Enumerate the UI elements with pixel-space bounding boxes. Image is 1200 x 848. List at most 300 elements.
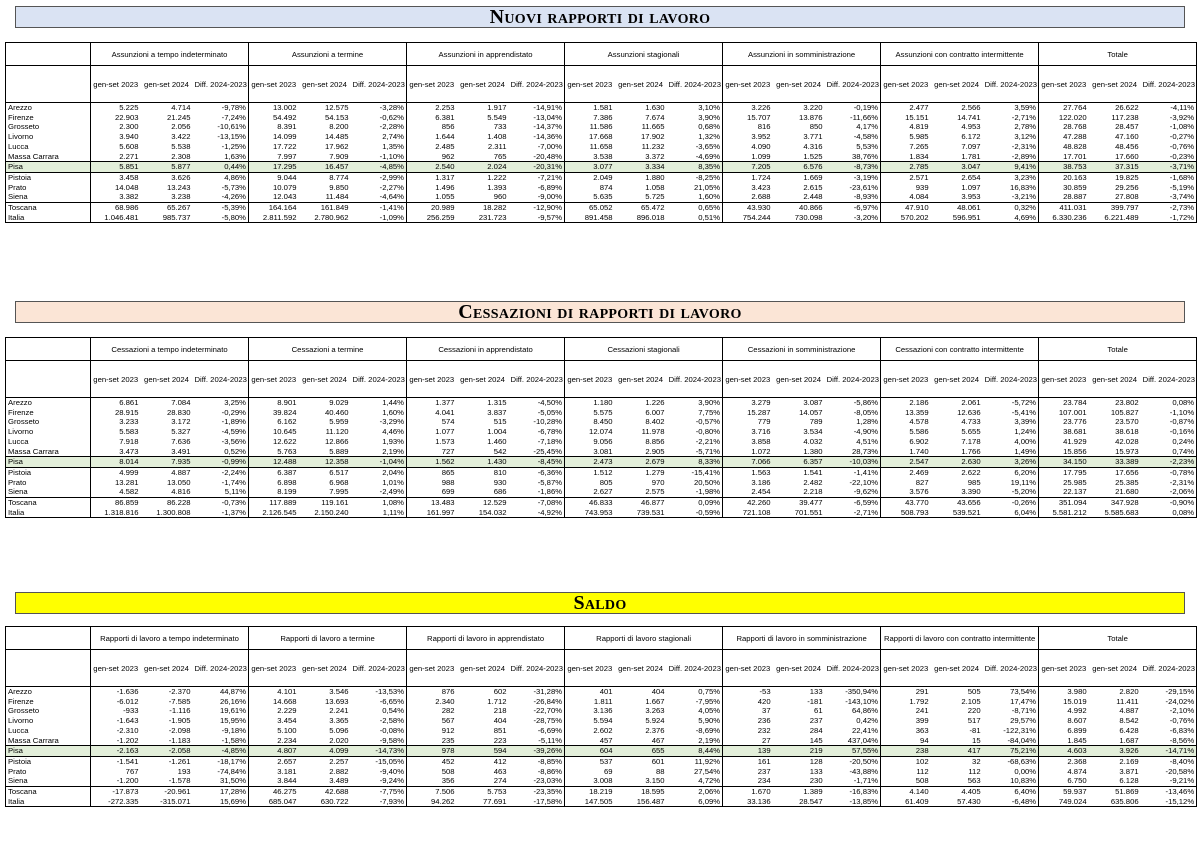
table-row bbox=[6, 213, 1197, 223]
table-cell: 14.485 bbox=[325, 132, 349, 142]
table-cell: 6.381 bbox=[407, 113, 457, 123]
row-label: Prato bbox=[6, 478, 91, 488]
table-cell: 4,86% bbox=[224, 172, 247, 182]
table-cell: 1,32% bbox=[698, 132, 721, 142]
table-cell: 4,51% bbox=[856, 436, 879, 446]
table-cell: 231.723 bbox=[457, 213, 509, 223]
table-cell: 1.318.816 bbox=[91, 508, 141, 518]
group-header: Totale bbox=[1039, 338, 1197, 361]
table-cell: 12.529 bbox=[457, 498, 509, 508]
table-cell: 5.586 bbox=[881, 427, 931, 437]
table-cell: 54.492 bbox=[249, 113, 299, 123]
table-cell: -15,12% bbox=[1141, 797, 1197, 807]
table-cell: -8,93% bbox=[853, 192, 879, 202]
table-cell: 2.657 bbox=[249, 756, 299, 766]
table-cell: 11.484 bbox=[325, 192, 349, 202]
table-cell: 2.049 bbox=[565, 172, 615, 182]
table-cell: 2.271 bbox=[91, 152, 141, 162]
table-cell: -39,26% bbox=[509, 746, 565, 757]
table-cell: -1.200 bbox=[91, 776, 141, 786]
table-cell: 25.385 bbox=[1115, 477, 1139, 487]
table-cell: 234 bbox=[723, 776, 773, 786]
table-cell: 8.450 bbox=[565, 417, 615, 427]
table-cell: 12.358 bbox=[299, 457, 351, 468]
table-cell: 4.992 bbox=[1039, 706, 1089, 716]
group-header: Cessazioni con contratto intermittente bbox=[881, 338, 1039, 361]
table-cell: 1,08% bbox=[351, 498, 407, 508]
table-cell: 6.899 bbox=[1039, 726, 1089, 736]
table-cell: 602 bbox=[493, 687, 507, 696]
table-cell: -2.058 bbox=[141, 746, 193, 757]
table-cell: -9,78% bbox=[221, 103, 247, 112]
table-cell: -5,05% bbox=[537, 407, 563, 417]
table-cell: 3.136 bbox=[565, 706, 615, 716]
table-cell: 2.056 bbox=[171, 122, 191, 132]
table-cell: 14.048 bbox=[91, 183, 141, 193]
table-cell: 18.219 bbox=[565, 787, 615, 797]
table-cell: 1.811 bbox=[565, 697, 615, 707]
table-cell: 3,59% bbox=[1014, 103, 1037, 112]
table-cell: -74,84% bbox=[217, 766, 247, 776]
table-row bbox=[6, 797, 1197, 807]
table-cell: -1,41% bbox=[351, 203, 407, 213]
table-row bbox=[6, 687, 1197, 697]
table-cell: 8.200 bbox=[329, 122, 349, 132]
table-row bbox=[6, 478, 1197, 488]
table-cell: 3,26% bbox=[983, 457, 1039, 468]
table-cell: 3.150 bbox=[645, 776, 665, 786]
row-label: Firenze bbox=[6, 697, 91, 707]
table-cell: 161.997 bbox=[407, 508, 457, 518]
table-cell: 235 bbox=[407, 736, 457, 746]
table-cell: -4,26% bbox=[221, 192, 247, 202]
table-cell: 19.825 bbox=[1115, 172, 1139, 182]
table-cell: 3.489 bbox=[329, 776, 349, 786]
table-cell: 15,95% bbox=[219, 716, 247, 726]
table-cell: 6.357 bbox=[773, 457, 825, 468]
table-cell: -1.636 bbox=[91, 687, 141, 697]
table-cell: -1.578 bbox=[168, 776, 191, 786]
column-header: gen-set 2023 bbox=[1039, 361, 1089, 398]
table-row bbox=[6, 746, 1197, 757]
table-cell: 2.477 bbox=[881, 103, 931, 113]
table-cell: 3.181 bbox=[249, 767, 299, 777]
table-cell: -4,64% bbox=[379, 192, 405, 202]
table-cell: 61.409 bbox=[881, 797, 931, 807]
table-cell: 218 bbox=[493, 706, 507, 716]
table-cell: 42.260 bbox=[723, 498, 773, 508]
table-cell: 851 bbox=[493, 725, 507, 735]
table-cell: 0,09% bbox=[667, 498, 723, 508]
table-cell: -22,70% bbox=[533, 706, 563, 716]
table-cell: 4,72% bbox=[698, 776, 721, 786]
table-cell: -28,75% bbox=[533, 716, 563, 726]
column-header: gen-set 2024 bbox=[773, 650, 825, 687]
table-cell: 17.795 bbox=[1039, 467, 1089, 477]
table-cell: 4,17% bbox=[856, 122, 879, 132]
table-cell: -933 bbox=[91, 706, 141, 716]
table-cell: 133 bbox=[809, 687, 823, 696]
table-cell: -5,72% bbox=[1011, 398, 1037, 407]
table-cell: 12.074 bbox=[565, 427, 615, 437]
column-header: gen-set 2024 bbox=[615, 361, 667, 398]
table-cell: 1,35% bbox=[382, 141, 405, 151]
table-cell: 17,28% bbox=[193, 787, 249, 797]
table-cell: 37 bbox=[723, 706, 773, 716]
table-cell: 112 bbox=[968, 766, 981, 776]
table-cell: 1.408 bbox=[487, 132, 507, 142]
table-cell: 2.566 bbox=[961, 103, 981, 112]
table-cell: 563 bbox=[967, 776, 981, 786]
table-cell: -8,86% bbox=[537, 766, 563, 776]
table-cell: 5.753 bbox=[457, 787, 509, 797]
table-cell: 5.585.683 bbox=[1089, 508, 1141, 518]
table-cell: 2.126.545 bbox=[249, 508, 299, 518]
table-cell: 5.924 bbox=[645, 716, 665, 726]
table-cell: 8,35% bbox=[667, 162, 723, 173]
table-cell: 939 bbox=[881, 183, 931, 193]
table-cell: 0,44% bbox=[193, 162, 249, 173]
table-cell: -2,28% bbox=[379, 122, 405, 132]
table-cell: -2,49% bbox=[379, 487, 405, 497]
table-cell: 4.090 bbox=[723, 142, 773, 152]
table-cell: 11.586 bbox=[565, 122, 615, 132]
table-cell: -2.310 bbox=[91, 726, 141, 736]
table-cell: -9,62% bbox=[853, 487, 879, 497]
table-cell: -0,08% bbox=[379, 725, 405, 735]
table-cell: 42.028 bbox=[1115, 436, 1139, 446]
table-cell: 2.630 bbox=[931, 457, 983, 468]
table-cell: 2,19% bbox=[382, 446, 405, 456]
table-cell: 7.997 bbox=[249, 152, 299, 162]
table-cell: -3,19% bbox=[853, 172, 879, 182]
column-header: Diff. 2024-2023 bbox=[509, 66, 565, 103]
table-cell: -5,19% bbox=[1141, 183, 1197, 193]
table-cell: 107.001 bbox=[1039, 408, 1089, 418]
table-cell: 5.851 bbox=[91, 162, 141, 173]
table-cell: 596.951 bbox=[931, 213, 983, 223]
table-cell: 3.220 bbox=[803, 103, 823, 112]
table-cell: 655 bbox=[615, 746, 667, 757]
table-cell: 4.041 bbox=[407, 408, 457, 418]
table-cell: 2.169 bbox=[1119, 756, 1139, 766]
table-cell: 5.096 bbox=[329, 725, 349, 735]
table-cell: 401 bbox=[565, 687, 615, 697]
table-cell: 17.902 bbox=[641, 132, 665, 142]
column-header: gen-set 2024 bbox=[931, 66, 983, 103]
table-cell: 5.725 bbox=[645, 192, 665, 202]
column-header: gen-set 2024 bbox=[299, 66, 351, 103]
table-cell: -5,20% bbox=[1011, 487, 1037, 497]
table-cell: 94 bbox=[881, 736, 931, 746]
table-cell: 8.199 bbox=[249, 487, 299, 497]
table-cell: 16.457 bbox=[299, 162, 351, 173]
table-cell: -31,28% bbox=[533, 687, 563, 696]
table-cell: 32 bbox=[972, 756, 981, 766]
table-cell: -1,68% bbox=[1141, 172, 1197, 182]
table-cell: -8,05% bbox=[853, 407, 879, 417]
table-cell: 3.422 bbox=[171, 132, 191, 142]
table-cell: 5.327 bbox=[171, 427, 191, 437]
table-cell: -8,69% bbox=[695, 725, 721, 735]
table-cell: 16,83% bbox=[1010, 182, 1037, 192]
table-cell: 749.024 bbox=[1039, 797, 1089, 807]
table-cell: 21.245 bbox=[166, 112, 191, 122]
row-label: Siena bbox=[6, 487, 91, 497]
table-cell: 284 bbox=[809, 725, 823, 735]
table-cell: 701.551 bbox=[773, 508, 825, 518]
table-cell: -4,69% bbox=[695, 151, 721, 161]
column-header: Diff. 2024-2023 bbox=[983, 66, 1039, 103]
table-cell: 3,39% bbox=[1014, 417, 1037, 427]
row-label: Prato bbox=[6, 183, 91, 193]
table-cell: 161.849 bbox=[299, 203, 351, 213]
table-cell: 891.458 bbox=[565, 213, 615, 223]
table-cell: -14,37% bbox=[533, 122, 563, 132]
row-label: Lucca bbox=[6, 726, 91, 736]
table-cell: 1.667 bbox=[645, 696, 665, 706]
table-cell: 9.056 bbox=[565, 437, 615, 447]
table-cell: 2.780.962 bbox=[299, 213, 351, 223]
table-cell: 21,05% bbox=[693, 182, 721, 192]
table-cell: 0,08% bbox=[1141, 398, 1197, 408]
table-cell: 4.807 bbox=[249, 746, 299, 757]
table-cell: 4.999 bbox=[91, 467, 141, 477]
table-cell: 1.766 bbox=[961, 446, 981, 456]
table-cell: 508 bbox=[407, 767, 457, 777]
group-header: Assunzioni a tempo indeterminato bbox=[91, 43, 249, 66]
group-header: Assunzioni a termine bbox=[249, 43, 407, 66]
table-cell: 1.712 bbox=[487, 696, 507, 706]
table-cell: 33.389 bbox=[1089, 457, 1141, 468]
table-cell: 3.047 bbox=[931, 162, 983, 173]
group-header: Cessazioni a termine bbox=[249, 338, 407, 361]
table-cell: 347.928 bbox=[1089, 498, 1141, 508]
table-cell: -350,94% bbox=[845, 687, 879, 696]
table-cell: -7,75% bbox=[351, 787, 407, 797]
table-cell: -7,24% bbox=[221, 112, 247, 122]
table-cell: 6.576 bbox=[773, 162, 825, 173]
table-cell: 1.077 bbox=[407, 427, 457, 437]
column-header: gen-set 2024 bbox=[931, 650, 983, 687]
table-cell: -20,58% bbox=[1141, 767, 1197, 777]
table-cell: 5.575 bbox=[565, 408, 615, 418]
column-header: Diff. 2024-2023 bbox=[351, 361, 407, 398]
table-row bbox=[6, 726, 1197, 736]
group-header: Assunzioni con contratto intermittente bbox=[881, 43, 1039, 66]
table-row bbox=[6, 203, 1197, 213]
table-cell: 1.180 bbox=[565, 398, 615, 408]
table-cell: 2.473 bbox=[565, 457, 615, 468]
table-cell: -0,27% bbox=[1141, 132, 1197, 142]
table-cell: 2.811.592 bbox=[249, 213, 299, 223]
table-cell: 542 bbox=[493, 446, 507, 456]
table-cell: 77.691 bbox=[457, 797, 509, 807]
table-cell: 139 bbox=[723, 746, 773, 757]
table-cell: -9,21% bbox=[1141, 776, 1197, 786]
table-cell: -3,74% bbox=[1141, 192, 1197, 202]
table-cell: 7.097 bbox=[961, 141, 981, 151]
table-cell: 88 bbox=[656, 766, 665, 776]
table-cell: -10,03% bbox=[825, 457, 881, 468]
table-cell: 43.770 bbox=[881, 498, 931, 508]
table-cell: 133 bbox=[809, 766, 823, 776]
row-label: Toscana bbox=[6, 203, 91, 213]
column-header: gen-set 2023 bbox=[1039, 650, 1089, 687]
table-cell: 765 bbox=[493, 151, 507, 161]
table-cell: -14,91% bbox=[533, 103, 563, 112]
table-cell: 3.473 bbox=[91, 447, 141, 457]
column-header: gen-set 2023 bbox=[881, 650, 931, 687]
column-header: gen-set 2024 bbox=[457, 361, 509, 398]
table-cell: 1.317 bbox=[407, 172, 457, 182]
table-cell: -5,73% bbox=[221, 182, 247, 192]
column-header: gen-set 2024 bbox=[141, 361, 193, 398]
table-cell: 8,33% bbox=[667, 457, 723, 468]
table-cell: -1,72% bbox=[1141, 213, 1197, 223]
group-header: Cessazioni in apprendistato bbox=[407, 338, 565, 361]
column-header: gen-set 2023 bbox=[881, 66, 931, 103]
table-cell: 539.521 bbox=[931, 508, 983, 518]
table-cell: 1.393 bbox=[487, 182, 507, 192]
table-cell: 3.458 bbox=[91, 172, 141, 182]
table-cell: -3,65% bbox=[695, 141, 721, 151]
table-cell: 3.390 bbox=[961, 487, 981, 497]
table-row bbox=[6, 122, 1197, 132]
row-label: Arezzo bbox=[6, 398, 91, 408]
table-cell: 237 bbox=[809, 716, 823, 726]
table-cell: 1,28% bbox=[856, 417, 879, 427]
table-cell: 6.750 bbox=[1039, 776, 1089, 786]
table-cell: -0,16% bbox=[1141, 427, 1197, 437]
column-header: gen-set 2023 bbox=[1039, 66, 1089, 103]
table-cell: 5.583 bbox=[91, 427, 141, 437]
table-cell: 29.256 bbox=[1115, 182, 1139, 192]
column-header: Diff. 2024-2023 bbox=[825, 650, 881, 687]
table-cell: 3.546 bbox=[329, 687, 349, 696]
table-cell: 6.861 bbox=[91, 398, 141, 408]
table-cell: 1,60% bbox=[698, 192, 721, 202]
table-cell: 40.866 bbox=[773, 203, 825, 213]
table-cell: -23,03% bbox=[533, 776, 563, 786]
table-cell: 8,44% bbox=[667, 746, 723, 757]
table-cell: 119.161 bbox=[299, 498, 351, 508]
table-cell: 241 bbox=[881, 706, 931, 716]
table-cell: 1,60% bbox=[382, 407, 405, 417]
table-row bbox=[6, 508, 1197, 518]
table-cell: 64,86% bbox=[852, 706, 879, 716]
table-cell: -1,41% bbox=[853, 467, 879, 477]
table-cell: 39.477 bbox=[773, 498, 825, 508]
column-header: gen-set 2023 bbox=[249, 650, 299, 687]
table-cell: -81 bbox=[969, 725, 981, 735]
table-cell: -20,50% bbox=[849, 756, 879, 766]
table-cell: 3.538 bbox=[565, 152, 615, 162]
table-cell: 11.232 bbox=[641, 141, 665, 151]
table-cell: 3.382 bbox=[91, 192, 141, 202]
table-cell: 232 bbox=[723, 726, 773, 736]
table-cell: 5.100 bbox=[249, 726, 299, 736]
table-cell: -9,57% bbox=[509, 213, 565, 223]
table-cell: 164.164 bbox=[249, 203, 299, 213]
table-cell: 41.929 bbox=[1039, 437, 1089, 447]
table-cell: 2.540 bbox=[407, 162, 457, 173]
table-cell: 876 bbox=[407, 687, 457, 697]
table-cell: 404 bbox=[651, 687, 665, 696]
table-cell: 4.101 bbox=[249, 687, 299, 697]
column-header: Diff. 2024-2023 bbox=[825, 66, 881, 103]
table-cell: 865 bbox=[407, 467, 457, 477]
table-row bbox=[6, 142, 1197, 152]
row-label: Firenze bbox=[6, 113, 91, 123]
table-cell: 13.693 bbox=[325, 696, 349, 706]
table-cell: 43.930 bbox=[723, 203, 773, 213]
table-cell: 26,16% bbox=[219, 696, 247, 706]
table-row bbox=[6, 498, 1197, 508]
table-cell: -9,18% bbox=[221, 725, 247, 735]
table-cell: 630.722 bbox=[299, 797, 351, 807]
table-cell: 2,19% bbox=[698, 735, 721, 745]
table-cell: 2.820 bbox=[1119, 687, 1139, 696]
table-cell: -1,89% bbox=[221, 417, 247, 427]
table-cell: 11.978 bbox=[641, 427, 665, 437]
table-cell: 2.234 bbox=[249, 736, 299, 746]
table-cell: -2,71% bbox=[1011, 112, 1037, 122]
table-cell: 4.582 bbox=[91, 487, 141, 497]
table-cell: 743.953 bbox=[565, 508, 615, 518]
table-cell: -4,50% bbox=[537, 398, 563, 407]
table-cell: 7.178 bbox=[961, 436, 981, 446]
table-cell: 1.541 bbox=[803, 467, 823, 477]
table-cell: -1,71% bbox=[853, 776, 879, 786]
table-cell: 2.368 bbox=[1039, 756, 1089, 766]
data-table bbox=[5, 337, 1197, 518]
table-cell: 19,61% bbox=[219, 706, 247, 716]
table-cell: 3.365 bbox=[329, 716, 349, 726]
table-cell: 1.430 bbox=[457, 457, 509, 468]
table-cell: 17,47% bbox=[1010, 696, 1037, 706]
table-cell: 2.241 bbox=[329, 706, 349, 716]
table-cell: 2.311 bbox=[487, 141, 507, 151]
table-cell: -3,20% bbox=[825, 213, 881, 223]
table-cell: 810 bbox=[493, 467, 507, 477]
table-cell: -84,04% bbox=[1007, 735, 1037, 745]
column-header: gen-set 2023 bbox=[249, 66, 299, 103]
table-cell: 5.763 bbox=[249, 447, 299, 457]
table-cell: 3.837 bbox=[487, 407, 507, 417]
table-cell: 3.871 bbox=[1119, 766, 1139, 776]
table-cell: 420 bbox=[723, 697, 773, 707]
table-cell: 51.869 bbox=[1089, 787, 1141, 797]
table-cell: 27.808 bbox=[1115, 192, 1139, 202]
table-cell: 1.562 bbox=[407, 457, 457, 468]
table-cell: 1.097 bbox=[961, 182, 981, 192]
table-cell: 3.953 bbox=[961, 192, 981, 202]
table-cell: 27,54% bbox=[694, 766, 721, 776]
table-cell: 0,08% bbox=[1141, 508, 1197, 518]
table-cell: 3.263 bbox=[645, 706, 665, 716]
table-cell: 11.120 bbox=[325, 427, 349, 437]
group-header: Assunzioni in apprendistato bbox=[407, 43, 565, 66]
table-cell: 5.594 bbox=[565, 716, 615, 726]
table-cell: 850 bbox=[809, 122, 823, 132]
table-cell: 517 bbox=[967, 716, 981, 726]
table-cell: 42.688 bbox=[299, 787, 351, 797]
row-label: Siena bbox=[6, 192, 91, 202]
table-cell: -2,31% bbox=[1011, 141, 1037, 151]
table-cell: 8.856 bbox=[645, 436, 665, 446]
table-cell: -8,85% bbox=[537, 756, 563, 766]
